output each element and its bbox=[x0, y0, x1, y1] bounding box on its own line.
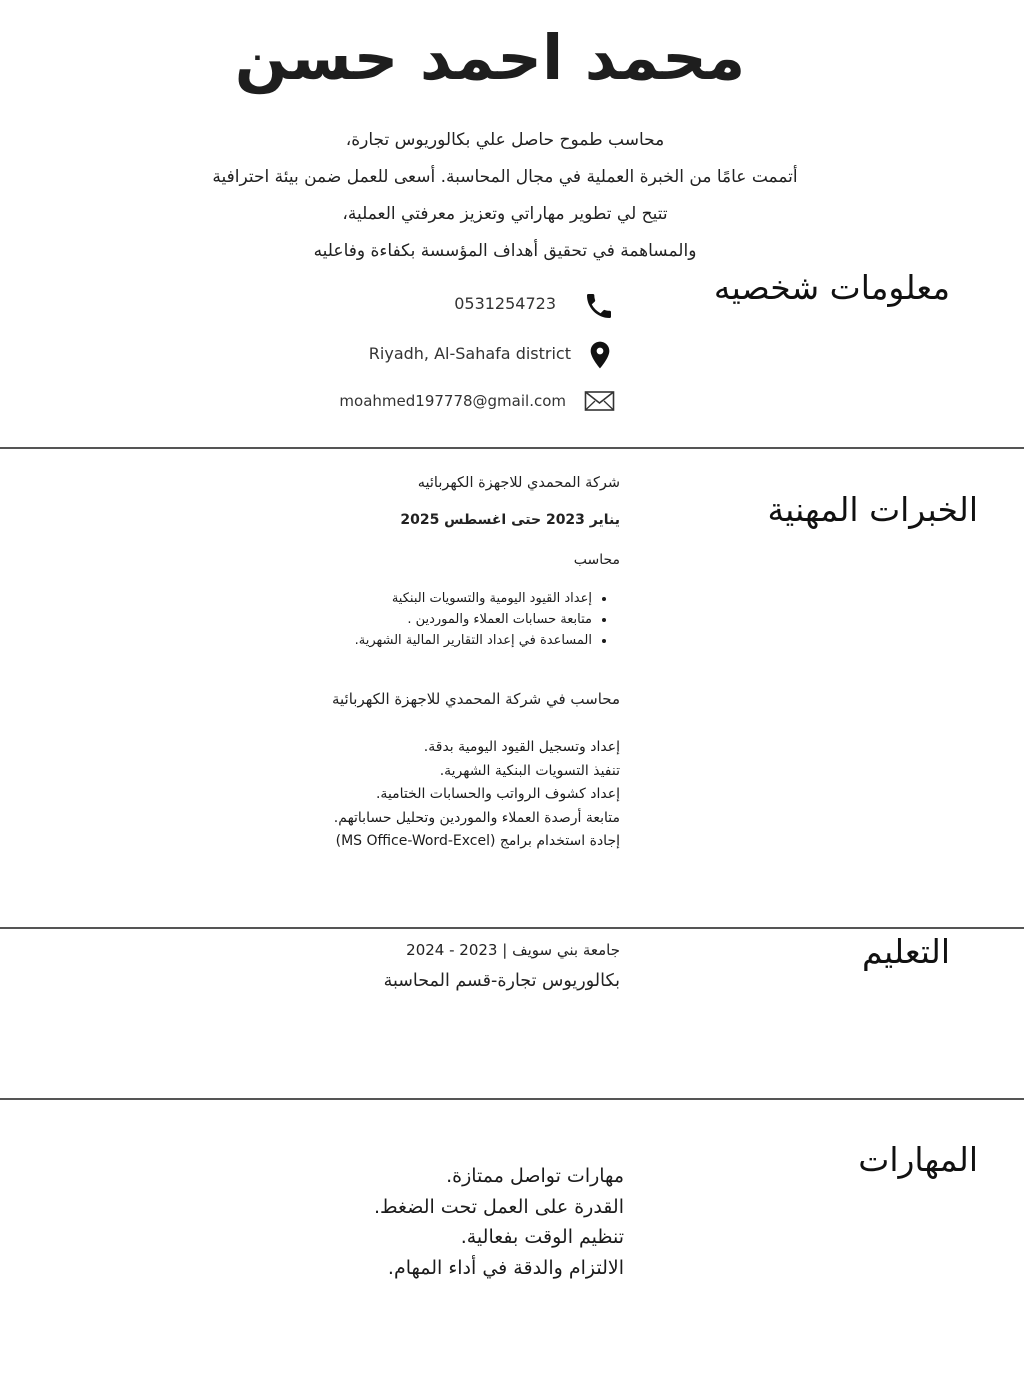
list-item: تنظيم الوقت بفعالية. bbox=[460, 1226, 624, 1248]
section-divider bbox=[0, 927, 1024, 929]
address: Riyadh, Al-Sahafa district bbox=[368, 344, 571, 363]
education-title: التعليم bbox=[862, 932, 950, 971]
personal-info-title: معلومات شخصيه bbox=[713, 268, 950, 307]
section-divider bbox=[0, 1098, 1024, 1100]
list-item: متابعة أرصدة العملاء والموردين وتحليل حساباتهم. bbox=[333, 809, 620, 826]
list-item: • إعداد القيود اليومية والتسويات البنكية bbox=[355, 588, 592, 609]
employment-period: يناير 2023 حتى اغسطس 2025 bbox=[400, 512, 620, 528]
email: moahmed197778@gmail.com bbox=[339, 392, 566, 410]
summary bbox=[140, 122, 870, 270]
skills-list bbox=[374, 1161, 624, 1283]
job-role-2: محاسب في شركة المحمدي للاجهزة الكهربائية bbox=[331, 690, 620, 708]
list-item: تنفيذ التسويات البنكية الشهرية. bbox=[439, 762, 620, 779]
list-item: مهارات تواصل ممتازة. bbox=[446, 1165, 624, 1187]
summary-line: والمساهمة في تحقيق أهداف المؤسسة بكفاءة وفاعليه bbox=[313, 241, 697, 261]
location-pin-icon bbox=[584, 339, 616, 371]
experience-title: الخبرات المهنية bbox=[767, 490, 978, 529]
summary-line: تتيح لي تطوير مهاراتي وتعزيز معرفتي العملية، bbox=[342, 204, 668, 224]
list-item: • متابعة حسابات العملاء والموردين . bbox=[355, 609, 592, 630]
list-item: إعداد وتسجيل القيود اليومية بدقة. bbox=[423, 739, 620, 755]
phone-number: 0531254723 bbox=[454, 294, 556, 313]
duties-list bbox=[334, 736, 620, 854]
phone-icon bbox=[583, 290, 615, 322]
mail-icon bbox=[584, 386, 615, 416]
section-divider bbox=[0, 447, 1024, 449]
list-item: القدرة على العمل تحت الضغط. bbox=[373, 1195, 624, 1218]
summary-line: محاسب طموح حاصل علي بكالوريوس تجارة، bbox=[345, 130, 665, 150]
degree: بكالوريوس تجارة-قسم المحاسبة bbox=[383, 971, 620, 991]
list-item: إعداد كشوف الرواتب والحسابات الختامية. bbox=[375, 786, 620, 802]
company-name: شركة المحمدي للاجهزة الكهربائيه bbox=[417, 475, 620, 491]
skills-title: المهارات bbox=[858, 1140, 978, 1179]
responsibilities-list bbox=[355, 588, 612, 651]
resume-name: محمد احمد حسن bbox=[234, 21, 746, 94]
job-role: محاسب bbox=[573, 552, 620, 568]
summary-line: أتممت عامًا من الخبرة العملية في مجال المحاسبة. أسعى للعمل ضمن بيئة احترافية bbox=[212, 167, 798, 187]
list-item: • المساعدة في إعداد التقارير المالية الشهرية. bbox=[355, 630, 592, 651]
university-line: جامعة بني سويف | 2023 - 2024 bbox=[406, 941, 620, 959]
list-item: الالتزام والدقة في أداء المهام. bbox=[387, 1256, 624, 1279]
list-item: إجادة استخدام برامج (MS Office-Word-Excel) bbox=[335, 833, 620, 849]
